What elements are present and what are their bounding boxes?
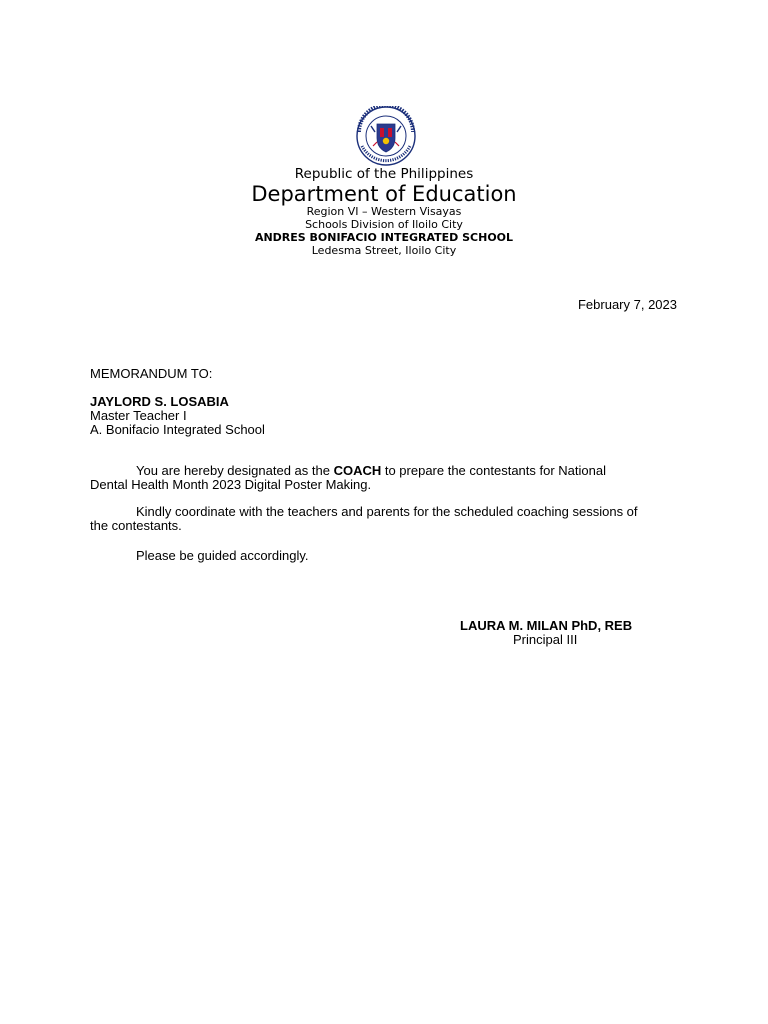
p1-line2: Dental Health Month 2023 Digital Poster Making. — [90, 477, 372, 492]
recipient-name: JAYLORD S. LOSABIA — [90, 394, 229, 409]
region-line: Region VI – Western Visayas — [306, 205, 462, 218]
p2-line2: the contestants. — [90, 518, 182, 533]
coach-emphasis: COACH — [333, 463, 382, 478]
deped-seal-icon — [349, 106, 423, 166]
recipient-school: A. Bonifacio Integrated School — [90, 422, 265, 437]
school-name: ANDRES BONIFACIO INTEGRATED SCHOOL — [254, 231, 514, 244]
p1-text-before: You are hereby designated as the — [136, 463, 334, 478]
memo-date: February 7, 2023 — [577, 297, 677, 312]
p1-text-after: to prepare the contestants for National — [381, 463, 606, 478]
signatory-title: Principal III — [513, 632, 578, 647]
department-title: Department of Education — [251, 182, 517, 206]
paragraph-coordinate — [90, 505, 680, 533]
division-line: Schools Division of Iloilo City — [305, 218, 463, 231]
republic-line: Republic of the Philippines — [294, 166, 474, 182]
recipient-position: Master Teacher I — [90, 408, 187, 423]
school-address: Ledesma Street, Iloilo City — [311, 244, 457, 257]
paragraph-designation — [90, 464, 680, 492]
p2-line1: Kindly coordinate with the teachers and parents for the scheduled coaching sessions of — [136, 504, 638, 519]
signatory-name: LAURA M. MILAN PhD, REB — [460, 618, 633, 633]
memorandum-to-label: MEMORANDUM TO: — [90, 366, 213, 381]
paragraph-guided: Please be guided accordingly. — [136, 548, 309, 563]
